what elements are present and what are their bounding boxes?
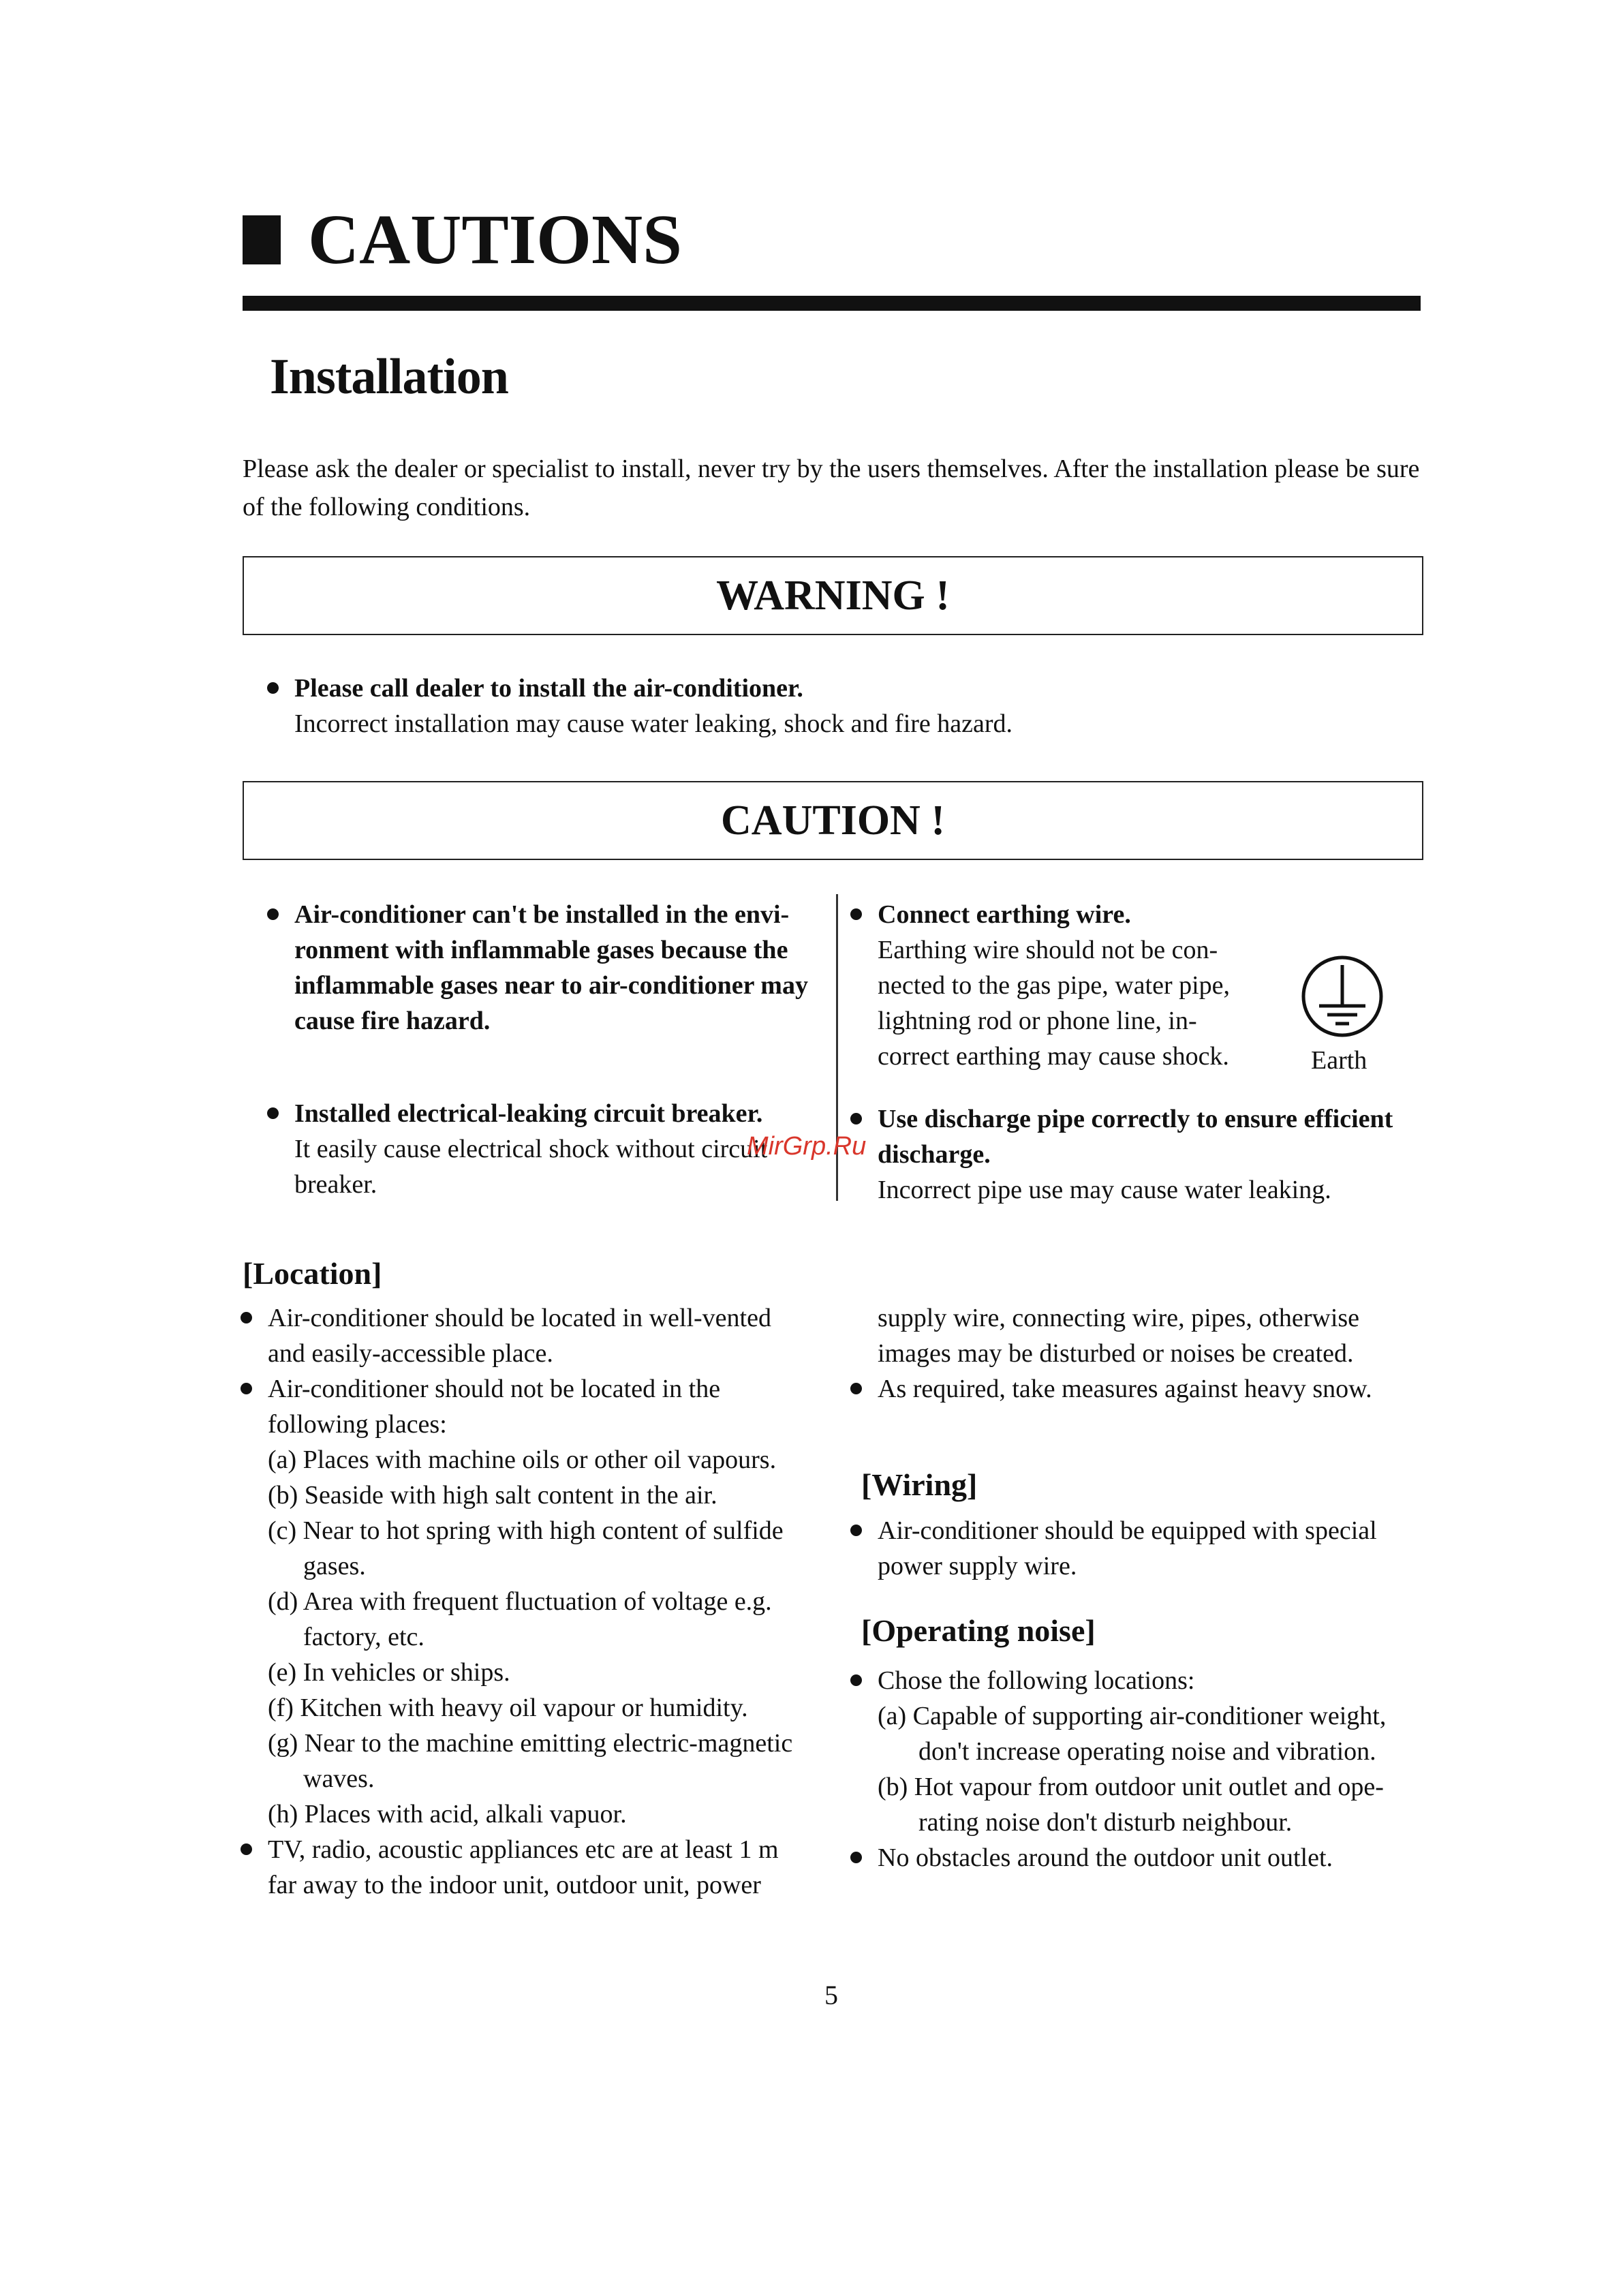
location-bullet-snow-text: As required, take measures against heavy snow.	[878, 1375, 1372, 1403]
location-bullet-tv-text: TV, radio, acoustic appliances etc are at least 1 m far away to the indoor unit, outdoor unit, power	[268, 1835, 779, 1899]
warning-item-title: Please call dealer to install the air-conditioner.	[294, 674, 803, 703]
location-item-g: (g) Near to the machine emitting electric-magnetic waves.	[268, 1729, 793, 1793]
bullet-icon	[241, 1383, 252, 1394]
location-bullet-vented	[268, 1300, 806, 1371]
wiring-heading: [Wiring]	[861, 1467, 978, 1502]
location-item-h: (h) Places with acid, alkali vapuor.	[268, 1800, 627, 1828]
bullet-icon	[267, 1107, 279, 1119]
location-item-e: (e) In vehicles or ships.	[268, 1658, 510, 1687]
noise-heading: [Operating noise]	[861, 1613, 1096, 1648]
page-title	[243, 200, 682, 279]
caution-item-breaker	[294, 1096, 820, 1202]
bullet-icon	[241, 1843, 252, 1855]
warning-box: WARNING !	[243, 556, 1423, 635]
bullet-icon	[241, 1312, 252, 1323]
noise-bullet-obstacles-text: No obstacles around the outdoor unit outlet.	[878, 1843, 1333, 1872]
page-number: 5	[824, 1980, 838, 2010]
caution-item-discharge	[878, 1101, 1429, 1208]
bullet-icon	[850, 1674, 862, 1686]
location-bullet-snow	[878, 1371, 1429, 1407]
bullet-icon	[850, 908, 862, 920]
location-bullet-tv-continued: supply wire, connecting wire, pipes, otherwise images may be disturbed or noises be created.	[878, 1304, 1360, 1368]
caution-item-earthing-title: Connect earthing wire.	[878, 900, 1131, 929]
wiring-bullet-text: Air-conditioner should be equipped with special power supply wire.	[878, 1516, 1377, 1580]
location-bullet-tv	[268, 1832, 809, 1903]
watermark: MirGrp.Ru	[747, 1132, 867, 1161]
caution-item-breaker-text: It easily cause electrical shock without circuit breaker.	[294, 1135, 768, 1199]
black-square-icon	[243, 215, 281, 264]
noise-bullet-locations-text: Chose the following locations:	[878, 1666, 1195, 1695]
warning-item-text: Incorrect installation may cause water leaking, shock and fire hazard.	[294, 709, 1013, 738]
location-bullet-vented-text: Air-conditioner should be located in well-vented and easily-accessible place.	[268, 1304, 771, 1368]
bullet-icon	[850, 1852, 862, 1863]
caution-item-inflammable-text: Air-conditioner can't be installed in the envi- ronment with inflammable gases because the inflammable gases near to air-conditioner may cause fire hazard.	[294, 900, 808, 1035]
location-item-b: (b) Seaside with high salt content in the air.	[268, 1481, 717, 1510]
location-heading: [Location]	[243, 1256, 382, 1291]
wiring-bullet	[878, 1513, 1423, 1584]
caution-item-earthing	[878, 897, 1266, 1074]
caution-box: CAUTION !	[243, 781, 1423, 860]
title-rule	[243, 296, 1421, 311]
intro-paragraph: Please ask the dealer or specialist to install, never try by the users themselves. After the installation please be sure of the following conditions.	[243, 455, 1420, 521]
location-item-f: (f) Kitchen with heavy oil vapour or humidity.	[268, 1694, 748, 1722]
earth-label: Earth	[1311, 1046, 1367, 1075]
bullet-icon	[850, 1113, 862, 1124]
warning-item	[294, 671, 1419, 741]
section-title: Installation	[270, 349, 508, 405]
location-item-a: (a) Places with machine oils or other oil vapours.	[268, 1445, 777, 1474]
caution-item-discharge-text: Incorrect pipe use may cause water leaking.	[878, 1176, 1331, 1204]
noise-item-a: (a) Capable of supporting air-conditioner weight, don't increase operating noise and vibration.	[878, 1702, 1387, 1766]
noise-item-b: (b) Hot vapour from outdoor unit outlet and ope- rating noise don't disturb neighbour.	[878, 1773, 1384, 1837]
caution-item-inflammable	[294, 897, 820, 1039]
caution-item-breaker-title: Installed electrical-leaking circuit breaker.	[294, 1099, 763, 1128]
noise-bullet-locations	[878, 1663, 1423, 1698]
earth-ground-icon	[1300, 954, 1385, 1039]
location-item-c: (c) Near to hot spring with high content of sulfide gases.	[268, 1516, 784, 1580]
caution-item-discharge-title: Use discharge pipe correctly to ensure efficient discharge.	[878, 1105, 1393, 1169]
caution-item-earthing-text: Earthing wire should not be con- nected to the gas pipe, water pipe, lightning rod or phone line, in- correct earthing may cause shock.	[878, 936, 1231, 1071]
bullet-icon	[267, 908, 279, 920]
location-item-d: (d) Area with frequent fluctuation of voltage e.g. factory, etc.	[268, 1587, 772, 1651]
page-title-text: CAUTIONS	[308, 200, 682, 279]
location-bullet-not-located	[268, 1371, 806, 1442]
noise-bullet-obstacles	[878, 1840, 1423, 1876]
bullet-icon	[267, 682, 279, 694]
location-bullet-not-located-text: Air-conditioner should not be located in the following places:	[268, 1375, 721, 1439]
bullet-icon	[850, 1383, 862, 1394]
bullet-icon	[850, 1525, 862, 1536]
